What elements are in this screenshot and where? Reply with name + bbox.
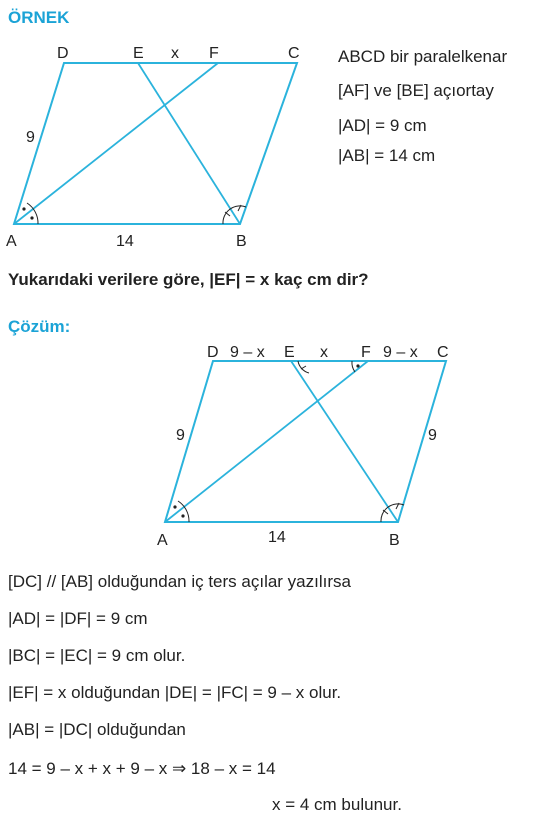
solution-label-c: C [437,344,449,361]
solution-parallelogram [165,361,446,522]
given-line-3: |AD| = 9 cm [338,116,427,135]
example-parallelogram [14,63,297,224]
question-text: Yukarıdaki verilere göre, |EF| = x kaç cm dir? [8,270,369,289]
example-bisector-af [14,63,218,224]
solution-label-f: F [361,344,371,361]
solution-label-e: E [284,344,295,361]
example-label-side-ab: 14 [116,233,134,250]
solution-label-side-bc: 9 [428,427,437,444]
solution-label-side-ad: 9 [176,427,185,444]
solution-label-b: B [389,532,400,549]
solution-step-4: |EF| = x olduğundan |DE| = |FC| = 9 – x olur. [8,683,342,702]
solution-label-dc-mid: x [320,344,328,361]
solution-bisector-af [165,361,368,522]
solution-label-side-ab: 14 [268,529,286,546]
given-line-1: ABCD bir paralelkenar [338,47,508,66]
example-bisector-be [138,63,240,224]
solution-step-7: x = 4 cm bulunur. [272,795,402,814]
example-angle-a-dot1 [22,207,25,210]
solution-step-5: |AB| = |DC| olduğundan [8,720,186,739]
given-line-4: |AB| = 14 cm [338,146,436,165]
solution-angle-a-dot2 [181,514,184,517]
solution-label-a: A [157,532,168,549]
example-label-b: B [236,233,247,250]
solution-step-6: 14 = 9 – x + x + 9 – x ⇒ 18 – x = 14 [8,759,276,778]
solution-label-dc-left: 9 – x [230,344,265,361]
solution-label-dc-right: 9 – x [383,344,418,361]
example-label-a: A [6,233,17,250]
solution-heading: Çözüm: [8,317,71,336]
solution-bisector-be [291,361,398,522]
given-line-2: [AF] ve [BE] açıortay [338,81,494,100]
solution-angle-a-dot1 [173,505,176,508]
example-label-f: F [209,45,219,62]
solution-step-3: |BC| = |EC| = 9 cm olur. [8,646,186,665]
example-heading: ÖRNEK [8,8,70,27]
solution-step-1: [DC] // [AB] olduğundan iç ters açılar yazılırsa [8,572,351,591]
example-angle-a-dot2 [30,216,33,219]
solution-angle-f-dot [356,364,359,367]
solution-label-d: D [207,344,219,361]
solution-step-2: |AD| = |DF| = 9 cm [8,609,148,628]
example-label-x: x [171,45,179,62]
solution-angle-e-tick [301,366,306,369]
example-label-c: C [288,45,300,62]
example-label-d: D [57,45,69,62]
solution-angle-f-arc [352,361,355,372]
example-label-side-ad: 9 [26,129,35,146]
example-label-e: E [133,45,144,62]
